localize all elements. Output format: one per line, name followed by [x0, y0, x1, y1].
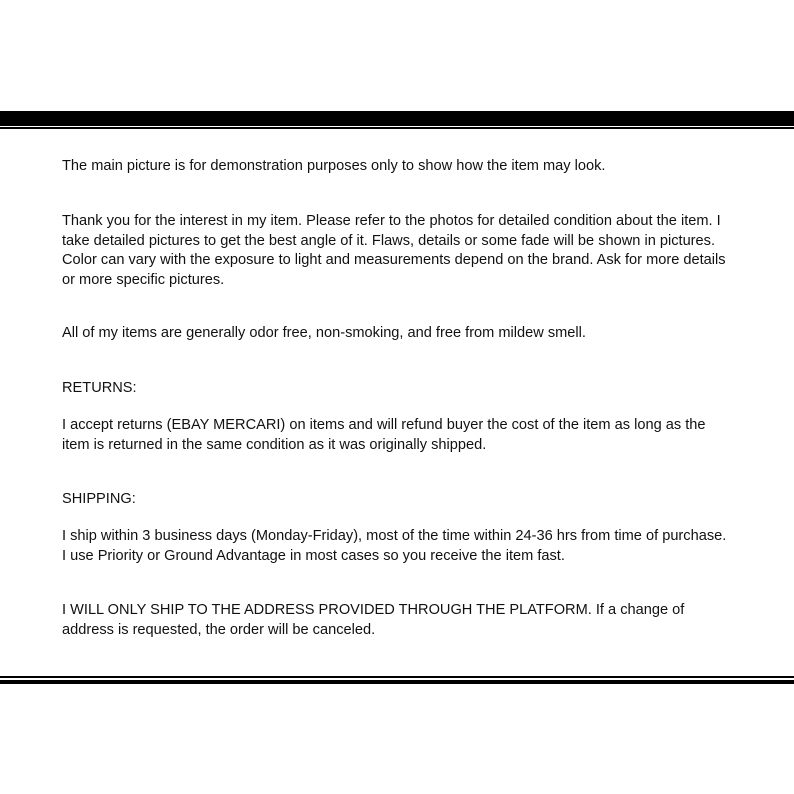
odor-paragraph — [62, 324, 774, 344]
thanks-line: or more specific pictures. — [62, 271, 225, 288]
top-border-bar — [0, 111, 794, 126]
returns-heading-text: RETURNS: — [62, 380, 137, 396]
address-paragraph — [62, 601, 774, 640]
returns-paragraph — [62, 416, 774, 455]
shipping-heading-text: SHIPPING: — [62, 491, 136, 507]
returns-heading — [62, 379, 774, 399]
top-border-rule — [0, 127, 794, 129]
odor-line: All of my items are generally odor free, non-smoking, and free from mildew smell. — [62, 325, 586, 341]
returns-line: I accept returns (EBAY MERCARI) on items and will refund buyer the cost of the item as long as the — [62, 417, 706, 433]
bottom-border-rule — [0, 676, 794, 678]
shipping-line: I use Priority or Ground Advantage in most cases so you receive the item fast. — [62, 547, 565, 564]
bottom-border-bar — [0, 680, 794, 684]
intro-line: The main picture is for demonstration purposes only to show how the item may look. — [62, 158, 606, 174]
thanks-line: Thank you for the interest in my item. Please refer to the photos for detailed condition about the item. I — [62, 213, 721, 229]
intro-paragraph — [62, 157, 774, 177]
address-line: address is requested, the order will be canceled. — [62, 621, 376, 638]
thanks-line: take detailed pictures to get the best angle of it. Flaws, details or some fade will be shown in pictures. — [62, 232, 716, 249]
shipping-heading — [62, 490, 774, 510]
address-line: I WILL ONLY SHIP TO THE ADDRESS PROVIDED THROUGH THE PLATFORM. If a change of — [62, 602, 685, 618]
returns-line: item is returned in the same condition as it was originally shipped. — [62, 436, 487, 453]
thanks-paragraph — [62, 212, 774, 290]
shipping-paragraph — [62, 527, 774, 566]
shipping-line: I ship within 3 business days (Monday-Friday), most of the time within 24-36 hrs from time of purchase. — [62, 528, 727, 544]
thanks-line: Color can vary with the exposure to light and measurements depend on the brand. Ask for more details — [62, 252, 726, 268]
